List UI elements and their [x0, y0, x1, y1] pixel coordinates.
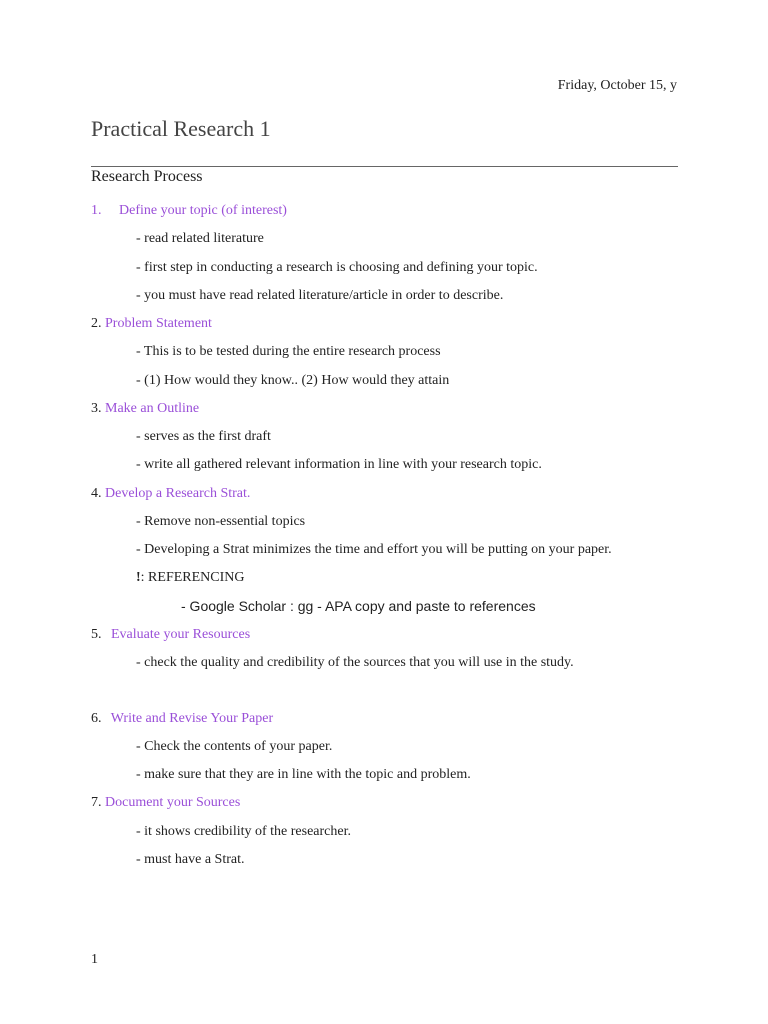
step-heading-3 — [91, 401, 199, 417]
list-item: - Developing a Strat minimizes the time and effort you will be putting on your paper. — [136, 542, 612, 557]
exclamation-icon: ! — [136, 570, 141, 585]
step-heading-2 — [91, 316, 212, 332]
step-number: 5. — [91, 627, 102, 642]
list-item: - write all gathered relevant information in line with your research topic. — [136, 457, 542, 472]
list-item: - you must have read related literature/article in order to describe. — [136, 288, 504, 303]
list-item: - read related literature — [136, 231, 264, 246]
list-item: - serves as the first draft — [136, 429, 271, 444]
referencing-label: : REFERENCING — [140, 570, 245, 585]
list-item: - check the quality and credibility of the sources that you will use in the study. — [136, 655, 574, 670]
section-heading: Research Process — [91, 168, 203, 185]
page-title: Practical Research 1 — [91, 116, 271, 141]
list-item: - must have a Strat. — [136, 852, 245, 867]
list-item: - first step in conducting a research is choosing and defining your topic. — [136, 260, 538, 275]
list-item: - Remove non-essential topics — [136, 514, 306, 529]
step-heading-5 — [91, 627, 250, 643]
step-number: 2. — [91, 316, 102, 331]
step-label: Develop a Research Strat. — [105, 486, 251, 501]
list-item: - (1) How would they know.. (2) How would they attain — [136, 373, 450, 388]
list-item: - make sure that they are in line with the topic and problem. — [136, 767, 471, 782]
step-number: 1. — [91, 203, 102, 218]
step-number: 7. — [91, 795, 102, 810]
step-label: Write and Revise Your Paper — [110, 711, 274, 726]
list-item: - Check the contents of your paper. — [136, 739, 333, 754]
list-item: - it shows credibility of the researcher. — [136, 824, 351, 839]
step-label: Make an Outline — [105, 401, 200, 416]
step-number: 4. — [91, 486, 102, 501]
title-divider — [91, 166, 678, 167]
step-label: Evaluate your Resources — [111, 627, 251, 642]
step-heading-6 — [91, 711, 273, 727]
date-line: Friday, October 15, y — [557, 78, 677, 93]
step-label: Define your topic (of interest) — [119, 203, 287, 218]
referencing-note — [136, 570, 245, 586]
step-heading-4 — [91, 486, 250, 502]
step-number: 3. — [91, 401, 102, 416]
step-heading-1 — [91, 203, 287, 219]
step-label: Problem Statement — [105, 316, 212, 331]
step-number: 6. — [91, 711, 102, 726]
step-heading-7 — [91, 795, 240, 811]
list-item: - This is to be tested during the entire research process — [136, 344, 441, 359]
page-number: 1 — [91, 952, 98, 967]
step-label: Document your Sources — [105, 795, 241, 810]
list-item: - Google Scholar : gg - APA copy and paste to references — [181, 598, 536, 614]
